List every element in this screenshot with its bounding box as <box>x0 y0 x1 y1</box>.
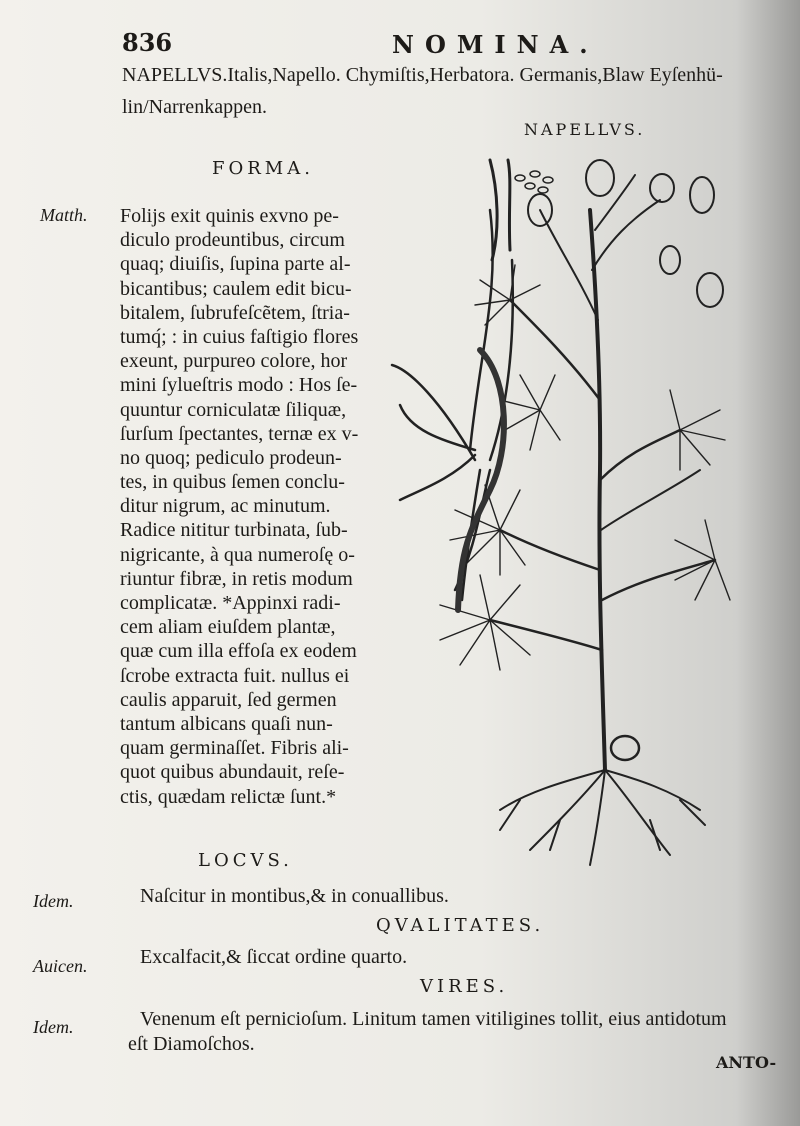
margin-note-idem-1: Idem. <box>33 891 74 911</box>
text-line: ditur nigrum, ac minutum. <box>120 495 331 518</box>
text-line: quuntur corniculatæ ſiliquæ, <box>120 398 347 421</box>
forma-text-block <box>120 204 388 809</box>
text-line: bitalem, ſubrufeſcẽtem, ſtria- <box>120 301 350 324</box>
text-line: ſurſum ſpectantes, ternæ ex v- <box>120 422 359 445</box>
text-line: quot quibus abundauit, reſe- <box>120 761 345 784</box>
page-number: 836 <box>122 28 173 57</box>
text-line: Folijs exit quinis exvno pe- <box>120 205 339 227</box>
margin-note-auicen: Auicen. <box>33 956 88 976</box>
section-heading-forma: FORMA. <box>212 158 314 179</box>
text-line: Radice nititur turbinata, ſub- <box>120 519 348 542</box>
margin-note-matth: Matth. <box>40 205 88 225</box>
running-title: NOMINA. <box>392 30 599 59</box>
text-line: complicatæ. *Appinxi radi- <box>120 592 341 614</box>
plant-names-line-2: lin/Narrenkappen. <box>122 96 267 118</box>
text-line: exeunt, purpureo colore, hor <box>120 350 348 373</box>
text-line: cem aliam eiuſdem plantæ, <box>120 616 336 639</box>
catchword: ANTO- <box>716 1053 777 1072</box>
text-line: diculo prodeuntibus, circum <box>120 229 345 252</box>
section-heading-vires: VIRES. <box>420 976 509 997</box>
qualitates-text: Excalfacit,& ſiccat ordine quarto. <box>140 946 408 968</box>
text-line: nigricante, à qua numeroſę o- <box>120 543 355 566</box>
text-line: ctis, quædam relictæ ſunt.* <box>120 785 337 808</box>
text-line: quaq; diuiſis, ſupina parte al- <box>120 253 351 276</box>
margin-note-idem-2: Idem. <box>33 1017 74 1037</box>
text-line: bicantibus; caulem edit bicu- <box>120 277 352 300</box>
vires-text-line-1: Venenum eſt pernicioſum. Linitum tamen vitiligines tollit, eius antidotum <box>140 1008 727 1030</box>
text-line: caulis apparuit, ſed germen <box>120 688 337 711</box>
text-line: riuntur fibræ, in retis modum <box>120 567 353 590</box>
text-line: no quoq; pediculo prodeun- <box>120 446 342 469</box>
text-line: quam germinaſſet. Fibris ali- <box>120 737 349 760</box>
text-line: tantum albicans quaſi nun- <box>120 712 333 735</box>
vires-text-line-2: eſt Diamoſchos. <box>128 1033 255 1055</box>
text-line: tumq́; : in cuius faſtigio flores <box>120 325 359 348</box>
napellus-woodcut-illustration <box>380 150 740 870</box>
text-line: quæ cum illa effoſa ex eodem <box>120 640 357 663</box>
text-line: tes, in quibus ſemen conclu- <box>120 471 345 494</box>
locus-text: Naſcitur in montibus,& in conuallibus. <box>140 885 449 907</box>
plant-names-line-1: NAPELLVS.Italis,Napello. Chymiſtis,Herbatora. Germanis,Blaw Eyſenhü- <box>122 64 723 86</box>
figure-caption: NAPELLVS. <box>524 120 646 139</box>
text-line: ſcrobe extracta fuit. nullus ei <box>120 664 350 687</box>
section-heading-qualitates: QVALITATES. <box>376 915 545 936</box>
section-heading-locus: LOCVS. <box>198 850 293 871</box>
text-line: mini ſylueſtris modo : Hos ſe- <box>120 374 358 397</box>
